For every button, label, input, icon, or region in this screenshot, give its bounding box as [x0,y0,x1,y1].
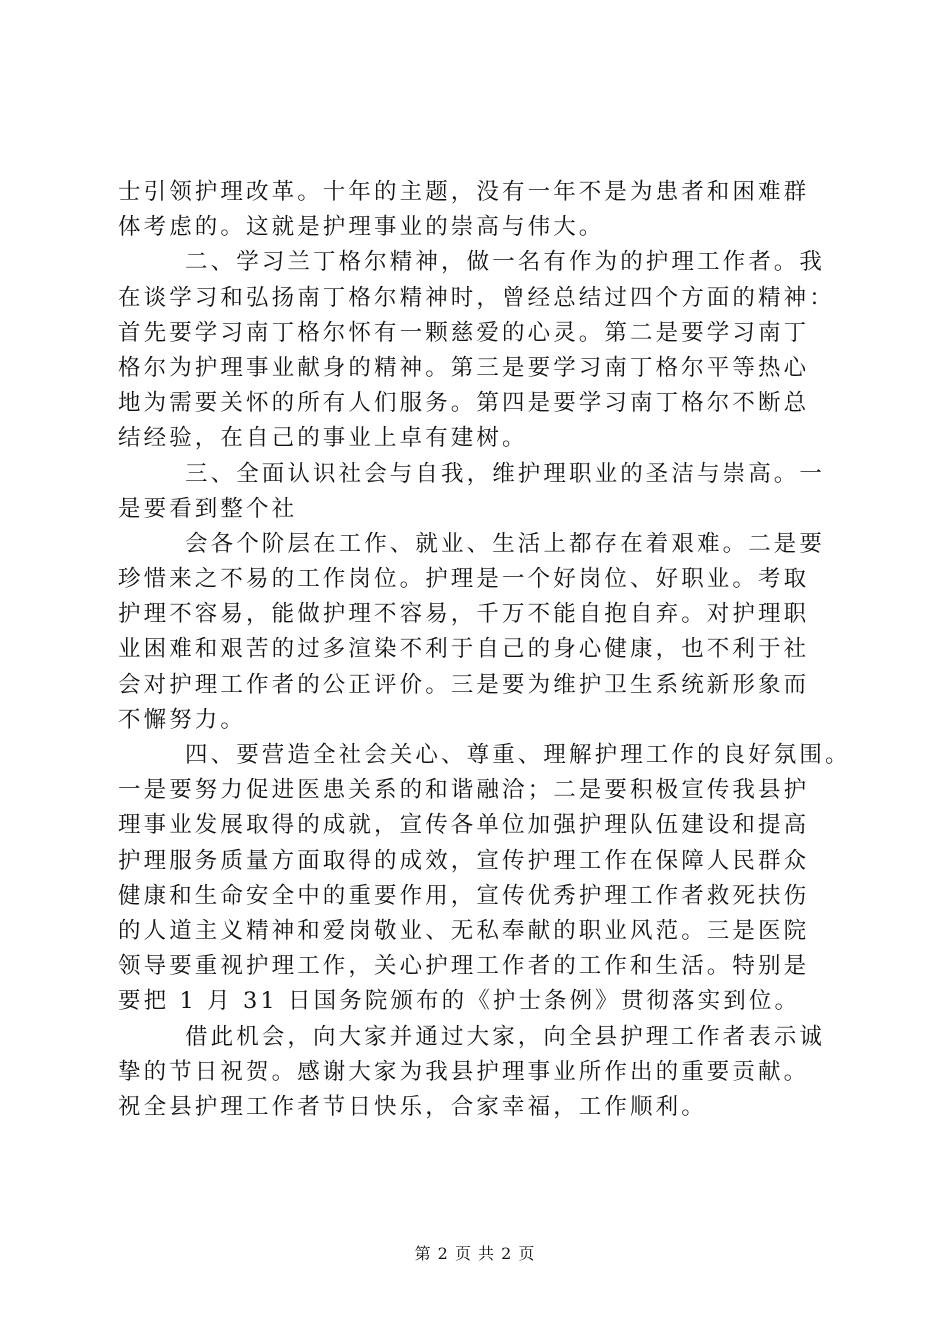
text-line: 健康和生命安全中的重要作用，宣传优秀护理工作者救死扶伤 [118,882,810,909]
text-line: 护理不容易，能做护理不容易，千万不能自抱自弃。对护理职 [118,601,810,628]
text-line: 士引领护理改革。十年的主题，没有一年不是为患者和困难群 [118,179,810,205]
text-line: 格尔为护理事业献身的精神。第三是要学习南丁格尔平等热心 [118,354,810,381]
text-line: 借此机会，向大家并通过大家，向全县护理工作者表示诚 [185,1023,826,1050]
text-line: 会各个阶层在工作、就业、生活上都存在着艰难。二是要 [185,530,826,557]
text-line: 珍惜来之不易的工作岗位。护理是一个好岗位、好职业。考取 [118,566,810,593]
text-line: 的人道主义精神和爱岗敬业、无私奉献的职业风范。三是医院 [118,917,810,944]
text-line: 结经验，在自己的事业上卓有建树。 [118,425,528,452]
text-line: 四、要营造全社会关心、尊重、理解护理工作的良好氛围。 [185,742,851,768]
page-footer: 第 2 页 共 2 页 [414,1244,536,1263]
text-line: 地为需要关怀的所有人们服务。第四是要学习南丁格尔不断总 [118,390,810,417]
text-line: 首先要学习南丁格尔怀有一颗慈爱的心灵。第二是要学习南丁 [118,319,810,346]
text-line: 祝全县护理工作者节日快乐，合家幸福，工作顺利。 [118,1093,707,1120]
text-line: 会对护理工作者的公正评价。三是要为维护卫生系统新形象而 [118,671,810,698]
text-line: 是要看到整个社 [118,495,298,522]
text-line: 护理服务质量方面取得的成效，宣传护理工作在保障人民群众 [118,847,810,874]
text-line: 领导要重视护理工作，关心护理工作者的工作和生活。特别是 [118,953,810,980]
text-line: 理事业发展取得的成就，宣传各单位加强护理队伍建设和提高 [118,812,810,839]
text-line: 在谈学习和弘扬南丁格尔精神时，曾经总结过四个方面的精神： [118,284,835,311]
text-line: 不懈努力。 [118,706,247,733]
text-line: 体考虑的。这就是护理事业的崇高与伟大。 [118,214,605,241]
text-line: 三、全面认识社会与自我，维护理职业的圣洁与崇高。一 [185,460,826,487]
text-line: 要把 1 月 31 日国务院颁布的《护士条例》贯彻落实到位。 [118,988,801,1015]
text-line: 一是要努力促进医患关系的和谐融洽；二是要积极宣传我县护 [118,777,810,804]
text-line: 二、学习兰丁格尔精神，做一名有作为的护理工作者。我 [185,249,826,276]
text-line: 业困难和艰苦的过多渲染不利于自己的身心健康，也不利于社 [118,636,810,663]
document-body [118,175,851,1125]
text-line: 挚的节日祝贺。感谢大家为我县护理事业所作出的重要贡献。 [118,1058,810,1085]
